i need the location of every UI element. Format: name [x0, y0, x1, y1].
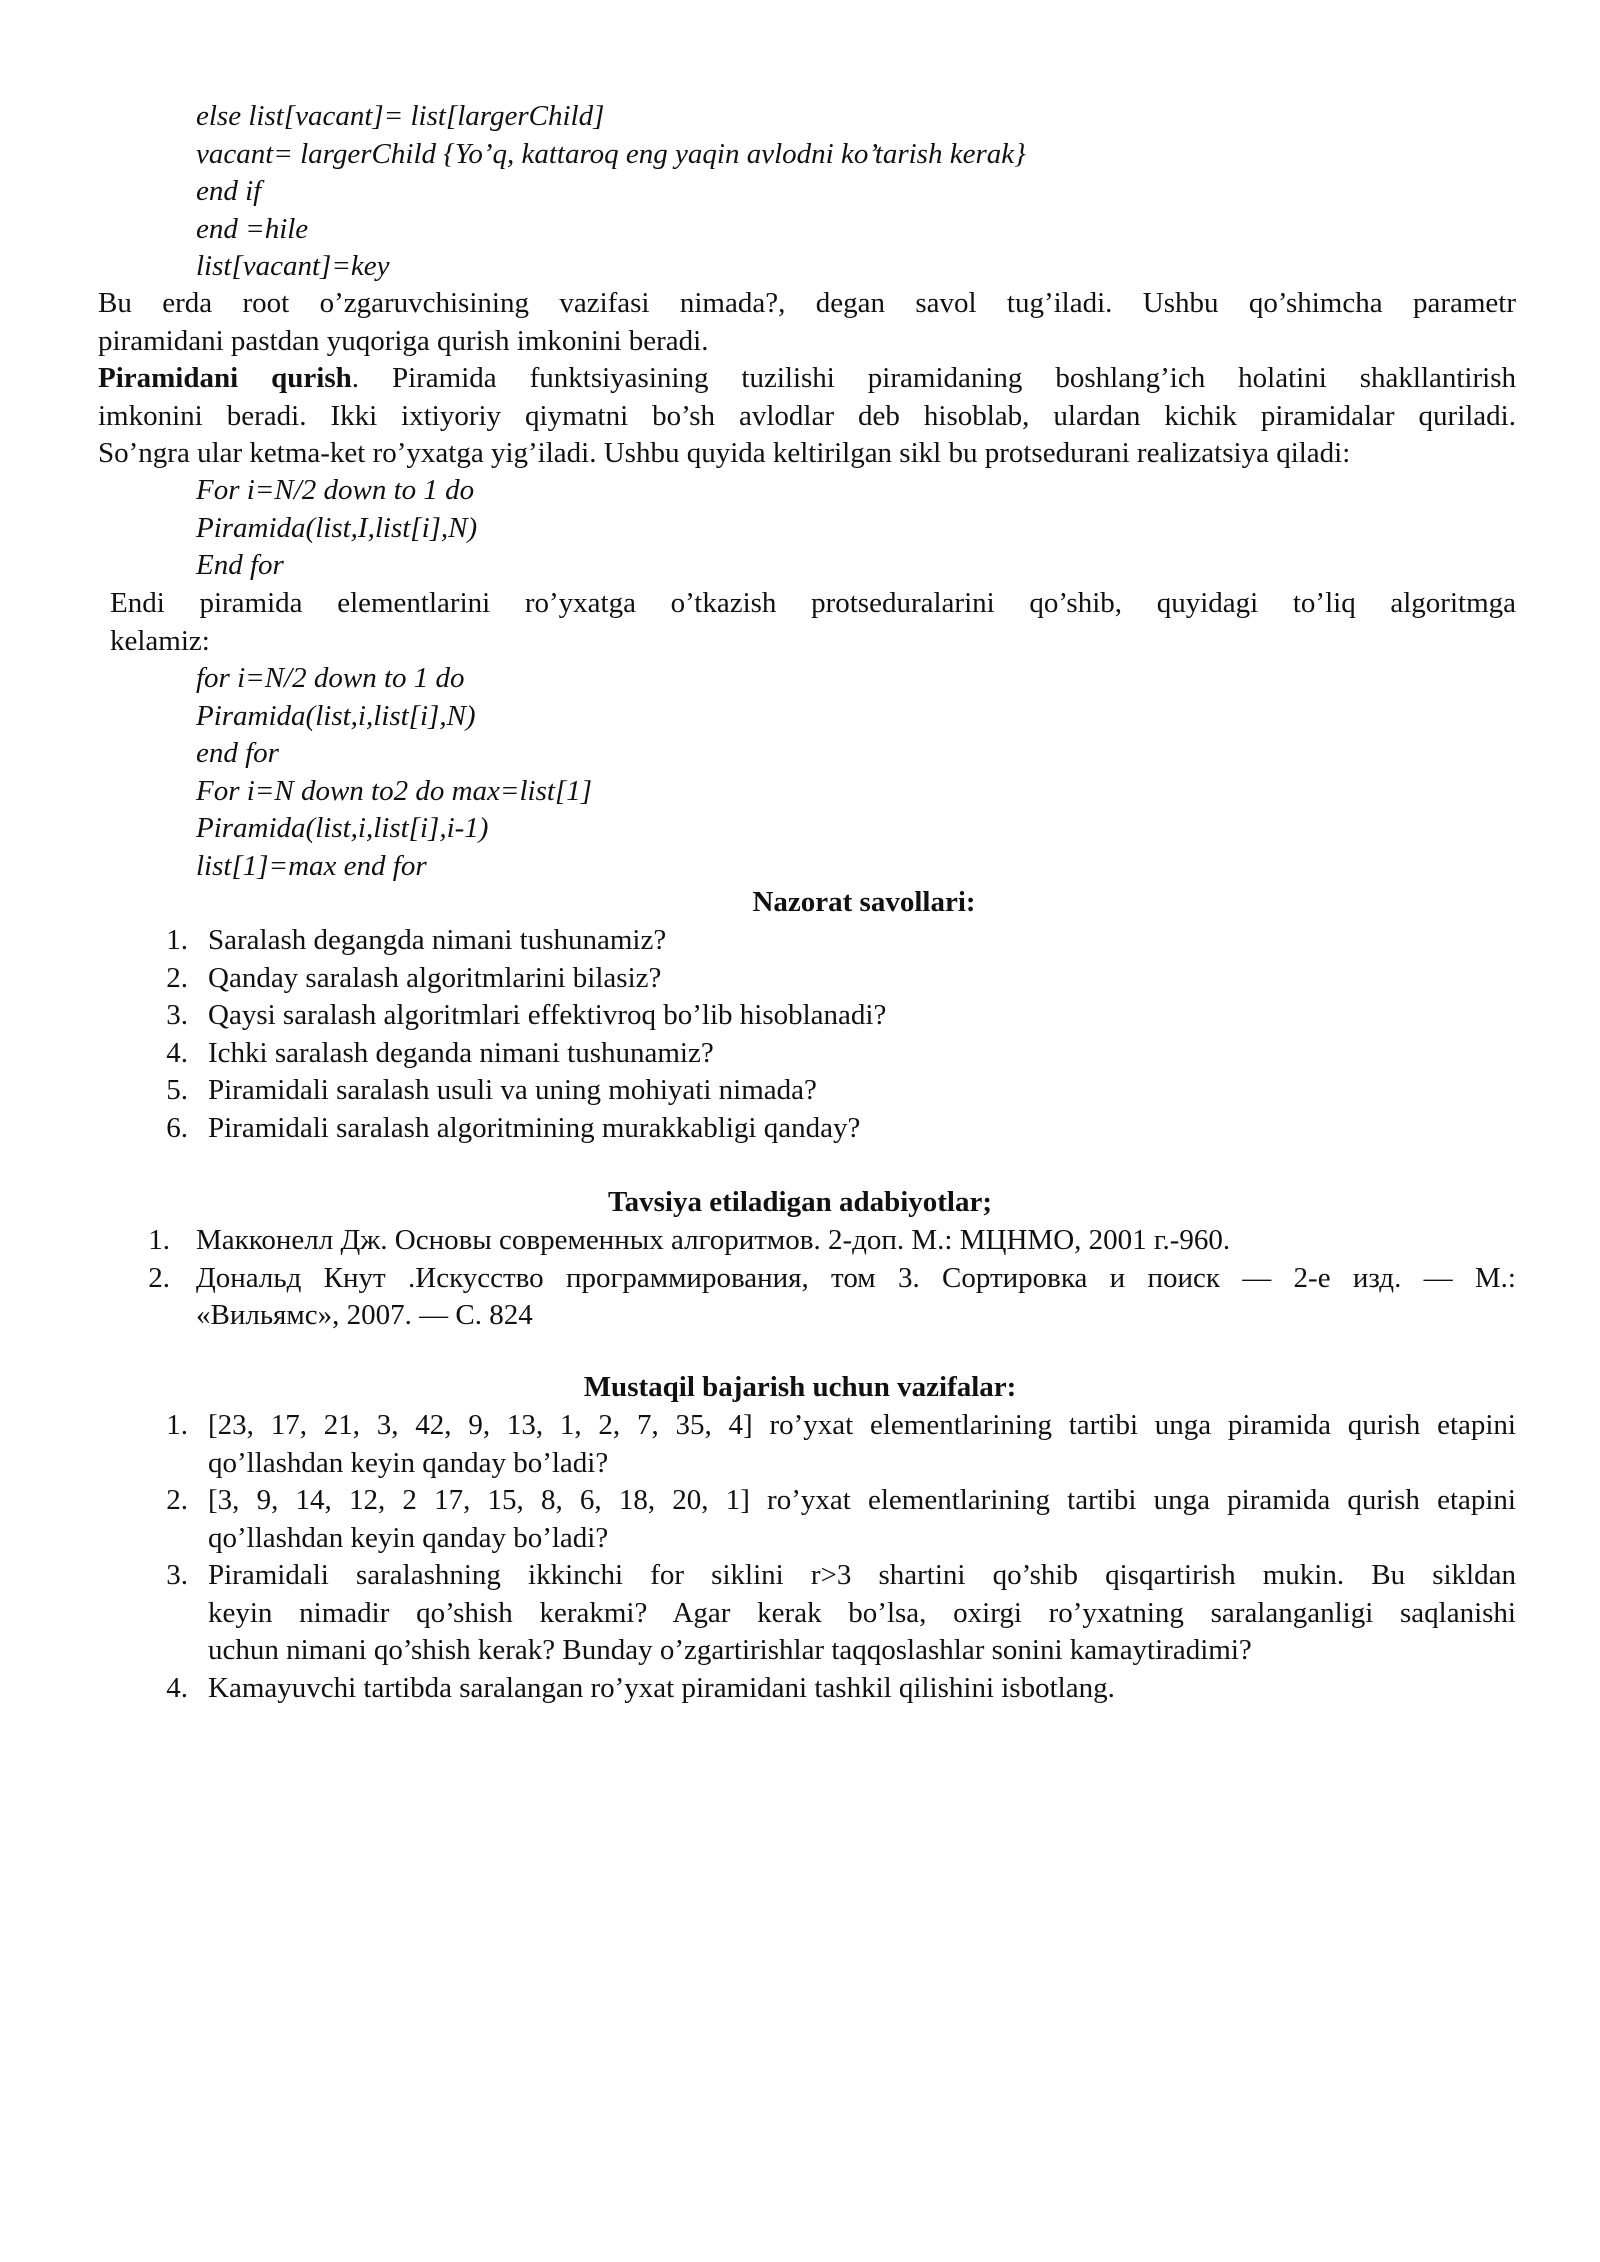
- list-item: [166, 1557, 1516, 1670]
- item-text: Piramidali saralashning ikkinchi for siklini r>3 shartini qo’shib qisqartirish mukin. Bu sikldan: [208, 1559, 1516, 1591]
- item-text: Макконелл Дж. Основы современных алгоритмов. 2-доп. М.: МЦНМО, 2001 г.-960.: [196, 1224, 1231, 1256]
- paragraph-line: Endi piramida elementlarini ro’yxatga o’tkazish protseduralarini qo’shib, quyidagi to’liq algoritmga: [110, 587, 1516, 619]
- paragraph-line: So’ngra ular ketma-ket ro’yxatga yig’iladi. Ushbu quyida keltirilgan sikl bu protsedurani realizatsiya qiladi:: [98, 437, 1351, 469]
- item-number: 2.: [166, 961, 188, 994]
- item-number: 3.: [166, 1559, 188, 1591]
- paragraph-text: . Piramida funktsiyasining tuzilishi piramidaning boshlang’ich holatini shakllantirish: [351, 362, 1516, 394]
- code-line: list[vacant]=key: [196, 250, 390, 282]
- paragraph-full-algorithm: [110, 585, 1516, 660]
- list-item: [148, 1222, 1516, 1260]
- item-number: 6.: [166, 1111, 188, 1144]
- literature-list: [148, 1222, 1516, 1335]
- item-number: 4.: [166, 1036, 188, 1069]
- paragraph-line: imkonini beradi. Ikki ixtiyoriy qiymatni bo’sh avlodlar deb hisoblab, ulardan kichik piramidalar quriladi.: [98, 399, 1516, 432]
- item-number: 1.: [148, 1224, 170, 1256]
- item-text: Qanday saralash algoritmlarini bilasiz?: [208, 961, 662, 994]
- item-text: Saralash degangda nimani tushunamiz?: [208, 924, 667, 956]
- code-line: For i=N down to2 do max=list[1]: [196, 774, 593, 807]
- item-text: keyin nimadir qo’shish kerakmi? Agar kerak bo’lsa, oxirgi ro’yxatning saralanganligi saqlanishi: [208, 1596, 1516, 1629]
- list-item: [166, 1035, 1508, 1073]
- code-line: else list[vacant]= list[largerChild]: [196, 100, 605, 132]
- paragraph-line: kelamiz:: [110, 624, 210, 657]
- item-text: uchun nimani qo’shish kerak? Bunday o’zgartirishlar taqqoslashlar sonini kamaytiradimi?: [208, 1634, 1252, 1666]
- list-item: [148, 1260, 1516, 1335]
- questions-heading: Nazorat savollari:: [752, 886, 976, 918]
- bold-lead: Piramidani qurish: [98, 362, 352, 394]
- code-line: list[1]=max end for: [196, 849, 427, 882]
- paragraph-building-heap: [98, 360, 1516, 473]
- paragraph-root-variable: [98, 285, 1516, 360]
- code-block-3: [196, 660, 592, 885]
- item-number: 4.: [166, 1671, 188, 1704]
- item-text: [23, 17, 21, 3, 42, 9, 13, 1, 2, 7, 35, 4] ro’yxat elementlarining tartibi unga piramida qurish etapini: [208, 1409, 1516, 1441]
- code-line: Piramida(list,i,list[i],i-1): [196, 812, 489, 844]
- item-text: qo’llashdan keyin qanday bo’ladi?: [208, 1521, 609, 1554]
- item-text: Kamayuvchi tartibda saralangan ro’yxat piramidani tashkil qilishini isbotlang.: [208, 1671, 1115, 1704]
- list-item: [166, 997, 1508, 1035]
- item-text: Piramidali saralash algoritmining murakkabligi qanday?: [208, 1111, 861, 1144]
- code-block-2: [196, 472, 477, 585]
- tasks-heading: Mustaqil bajarish uchun vazifalar:: [583, 1371, 1017, 1403]
- paragraph-line: piramidani pastdan yuqoriga qurish imkonini beradi.: [98, 324, 709, 357]
- questions-list: [166, 922, 1508, 1147]
- list-item: [166, 1072, 1508, 1110]
- list-item: [166, 960, 1508, 998]
- item-number: 5.: [166, 1074, 188, 1106]
- literature-heading: Tavsiya etiladigan adabiyotlar;: [607, 1186, 993, 1218]
- code-line: for i=N/2 down to 1 do: [196, 662, 465, 694]
- tasks-list: [166, 1407, 1516, 1707]
- item-text: [3, 9, 14, 12, 2 17, 15, 8, 6, 18, 20, 1] ro’yxat elementlarining tartibi unga piramida qurish etapini: [208, 1484, 1516, 1516]
- code-line: end for: [196, 737, 279, 769]
- item-text: Ichki saralash deganda nimani tushunamiz?: [208, 1036, 714, 1069]
- code-line: end =hile: [196, 212, 309, 245]
- list-item: [166, 1110, 1508, 1148]
- item-text: «Вильямс», 2007. — С. 824: [196, 1299, 533, 1331]
- item-number: 1.: [166, 924, 188, 956]
- code-line: Piramida(list,i,list[i],N): [196, 699, 476, 732]
- list-item: [166, 1670, 1516, 1708]
- item-text: Qaysi saralash algoritmlari effektivroq bo’lib hisoblanadi?: [208, 999, 887, 1031]
- list-item: [166, 1407, 1516, 1482]
- item-number: 2.: [166, 1484, 188, 1516]
- code-line: Piramida(list,I,list[i],N): [196, 511, 478, 544]
- code-block-1: [196, 98, 1026, 286]
- item-text: Дональд Кнут .Искусство программирования, том 3. Сортировка и поиск — 2-е изд. — М.:: [196, 1261, 1516, 1294]
- list-item: [166, 922, 1508, 960]
- item-number: 2.: [148, 1261, 170, 1294]
- paragraph-line: Bu erda root o’zgaruvchisining vazifasi nimada?, degan savol tug’iladi. Ushbu qo’shimcha parametr: [98, 287, 1516, 319]
- paragraph-line: [98, 360, 1516, 398]
- item-text: Piramidali saralash usuli va uning mohiyati nimada?: [208, 1074, 817, 1106]
- item-number: 1.: [166, 1409, 188, 1441]
- code-line: vacant= largerChild {Yo’q, kattaroq eng yaqin avlodni ko’tarish kerak}: [196, 137, 1026, 170]
- code-line: end if: [196, 175, 262, 207]
- list-item: [166, 1482, 1516, 1557]
- item-text: qo’llashdan keyin qanday bo’ladi?: [208, 1446, 609, 1479]
- code-line: For i=N/2 down to 1 do: [196, 474, 475, 506]
- item-number: 3.: [166, 999, 188, 1031]
- code-line: End for: [196, 549, 284, 581]
